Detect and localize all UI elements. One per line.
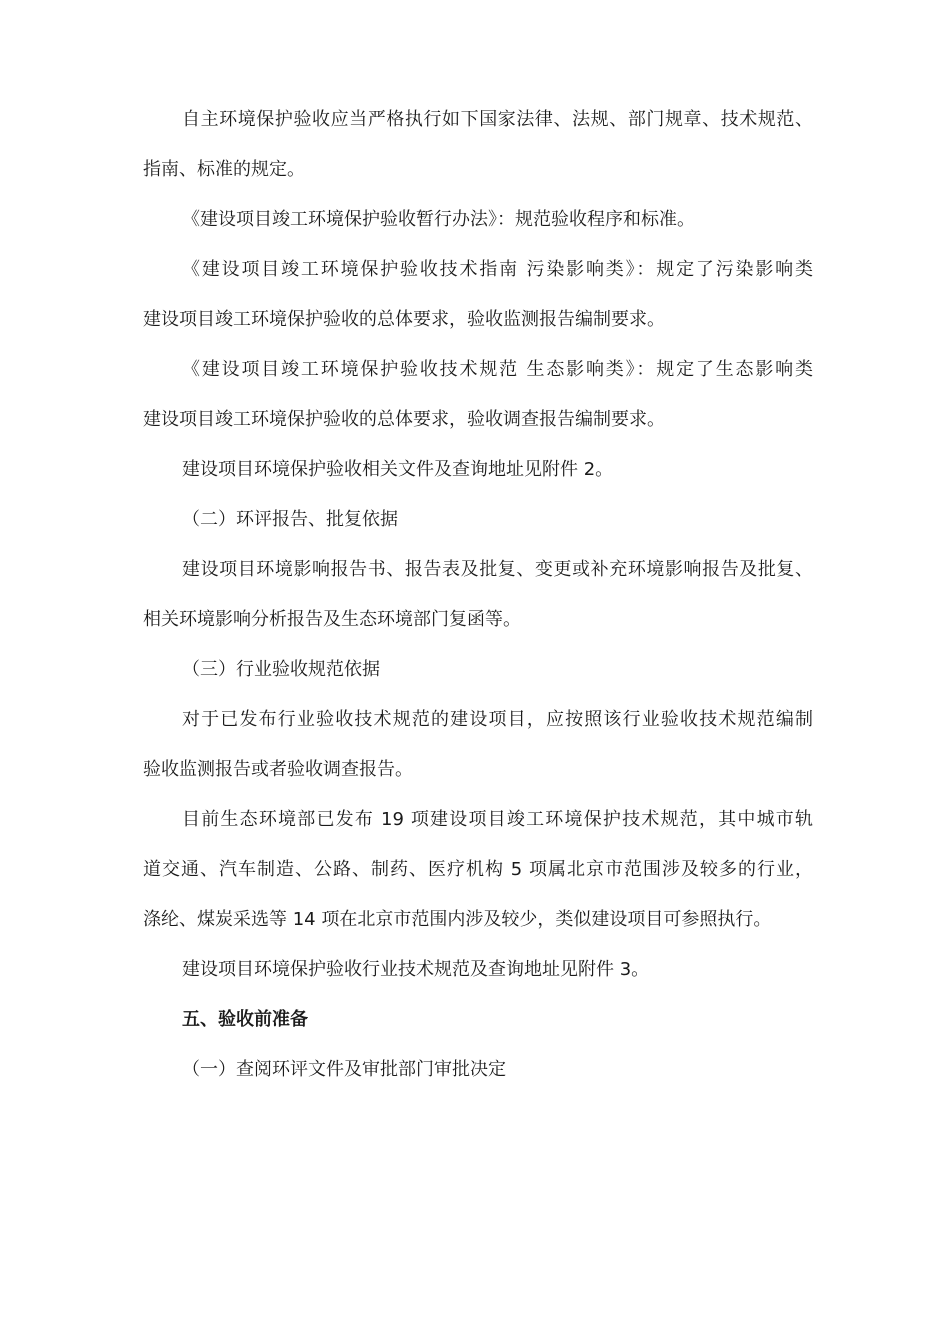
paragraph-line: 《建设项目竣工环境保护验收暂行办法》：规范验收程序和标准。 <box>182 209 695 230</box>
paragraph-line: 建设项目环境保护验收相关文件及查询地址见附件 2。 <box>182 459 614 480</box>
paragraph-line: 《建设项目竣工环境保护验收技术规范 生态影响类》：规定了生态影响类 <box>182 359 813 380</box>
paragraph-line: 目前生态环境部已发布 19 项建设项目竣工环境保护技术规范，其中城市轨 <box>182 809 813 830</box>
section-subheading: （一）查阅环评文件及审批部门审批决定 <box>182 1059 506 1080</box>
paragraph-line: 自主环境保护验收应当严格执行如下国家法律、法规、部门规章、技术规范、 <box>182 109 813 130</box>
paragraph-line: 相关环境影响分析报告及生态环境部门复函等。 <box>143 609 521 630</box>
paragraph-line: 建设项目竣工环境保护验收的总体要求，验收调查报告编制要求。 <box>143 409 665 430</box>
paragraph-line: 对于已发布行业验收技术规范的建设项目，应按照该行业验收技术规范编制 <box>182 709 813 730</box>
section-subheading: （三）行业验收规范依据 <box>182 659 380 680</box>
section-heading: 五、验收前准备 <box>182 1009 308 1030</box>
paragraph-line: 道交通、汽车制造、公路、制药、医疗机构 5 项属北京市范围涉及较多的行业， <box>143 859 813 880</box>
paragraph-line: 指南、标准的规定。 <box>143 159 305 180</box>
paragraph-line: 建设项目环境影响报告书、报告表及批复、变更或补充环境影响报告及批复、 <box>182 559 813 580</box>
paragraph-line: 验收监测报告或者验收调查报告。 <box>143 759 413 780</box>
paragraph-line: 建设项目环境保护验收行业技术规范及查询地址见附件 3。 <box>182 959 650 980</box>
paragraph-line: 涤纶、煤炭采选等 14 项在北京市范围内涉及较少，类似建设项目可参照执行。 <box>143 909 772 930</box>
paragraph-line: 《建设项目竣工环境保护验收技术指南 污染影响类》：规定了污染影响类 <box>182 259 813 280</box>
section-subheading: （二）环评报告、批复依据 <box>182 509 398 530</box>
paragraph-line: 建设项目竣工环境保护验收的总体要求，验收监测报告编制要求。 <box>143 309 665 330</box>
